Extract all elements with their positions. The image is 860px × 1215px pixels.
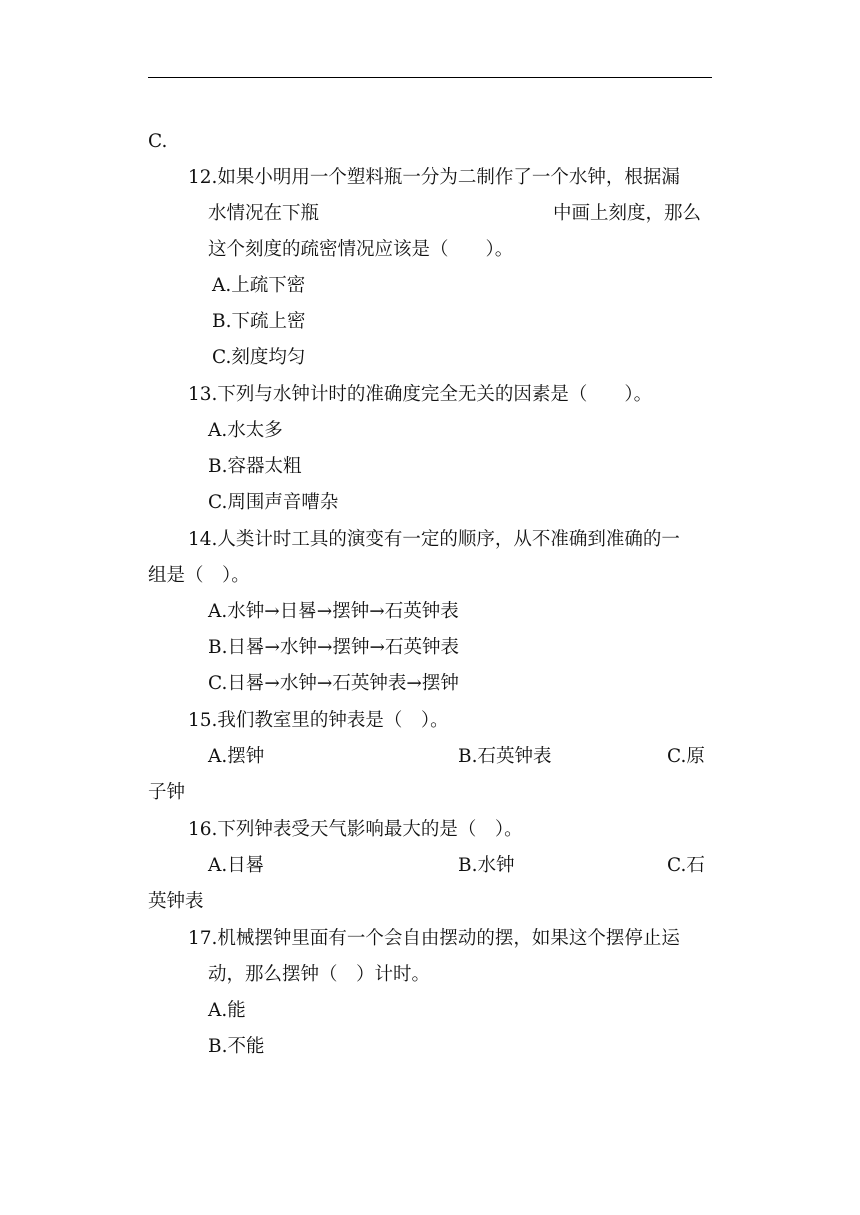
question-12-option-c: C.刻度均匀: [212, 347, 306, 368]
question-12-line-1: 12.如果小明用一个塑料瓶一分为二制作了一个水钟，根据漏: [188, 167, 680, 188]
question-16-option-a: A.日晷: [208, 855, 265, 876]
question-15-option-a: A.摆钟: [208, 746, 265, 767]
question-16: 16.下列钟表受天气影响最大的是（ ）。: [188, 819, 523, 840]
question-13: 13.下列与水钟计时的准确度完全无关的因素是（ ）。: [188, 384, 653, 405]
question-17-line-2: 动，那么摆钟（ ）计时。: [208, 964, 431, 985]
question-17-option-a: A.能: [208, 1000, 246, 1021]
question-15: 15.我们教室里的钟表是（ ）。: [188, 710, 449, 731]
question-13-option-c: C.周围声音嘈杂: [208, 492, 339, 513]
question-14-option-b: B.日晷→水钟→摆钟→石英钟表: [208, 637, 459, 658]
question-16-option-c-part-2: 英钟表: [148, 891, 204, 912]
question-14-option-a: A.水钟→日晷→摆钟→石英钟表: [208, 601, 459, 622]
option-c-fragment: C.: [148, 131, 168, 152]
question-13-option-b: B.容器太粗: [208, 456, 302, 477]
question-16-option-b: B.水钟: [458, 855, 515, 876]
question-12-option-a: A.上疏下密: [212, 275, 306, 296]
question-14-option-c: C.日晷→水钟→石英钟表→摆钟: [208, 673, 459, 694]
question-14-line-2: 组是（ ）。: [148, 565, 250, 586]
question-12-line-2a: 水情况在下瓶: [208, 203, 320, 224]
question-17-line-1: 17.机械摆钟里面有一个会自由摆动的摆，如果这个摆停止运: [188, 928, 680, 949]
question-15-option-b: B.石英钟表: [458, 746, 552, 767]
question-17-option-b: B.不能: [208, 1036, 265, 1057]
question-12-line-3: 这个刻度的疏密情况应该是（ ）。: [208, 239, 514, 260]
question-15-option-c-part-1: C.原: [667, 746, 705, 767]
question-12-line-2b: 中画上刻度，那么: [553, 203, 702, 224]
question-12-option-b: B.下疏上密: [212, 311, 306, 332]
header-rule: [148, 77, 712, 78]
question-14-line-1: 14.人类计时工具的演变有一定的顺序，从不准确到准确的一: [188, 529, 680, 550]
question-15-option-c-part-2: 子钟: [148, 782, 186, 803]
question-16-option-c-part-1: C.石: [667, 855, 705, 876]
question-13-option-a: A.水太多: [208, 420, 283, 441]
